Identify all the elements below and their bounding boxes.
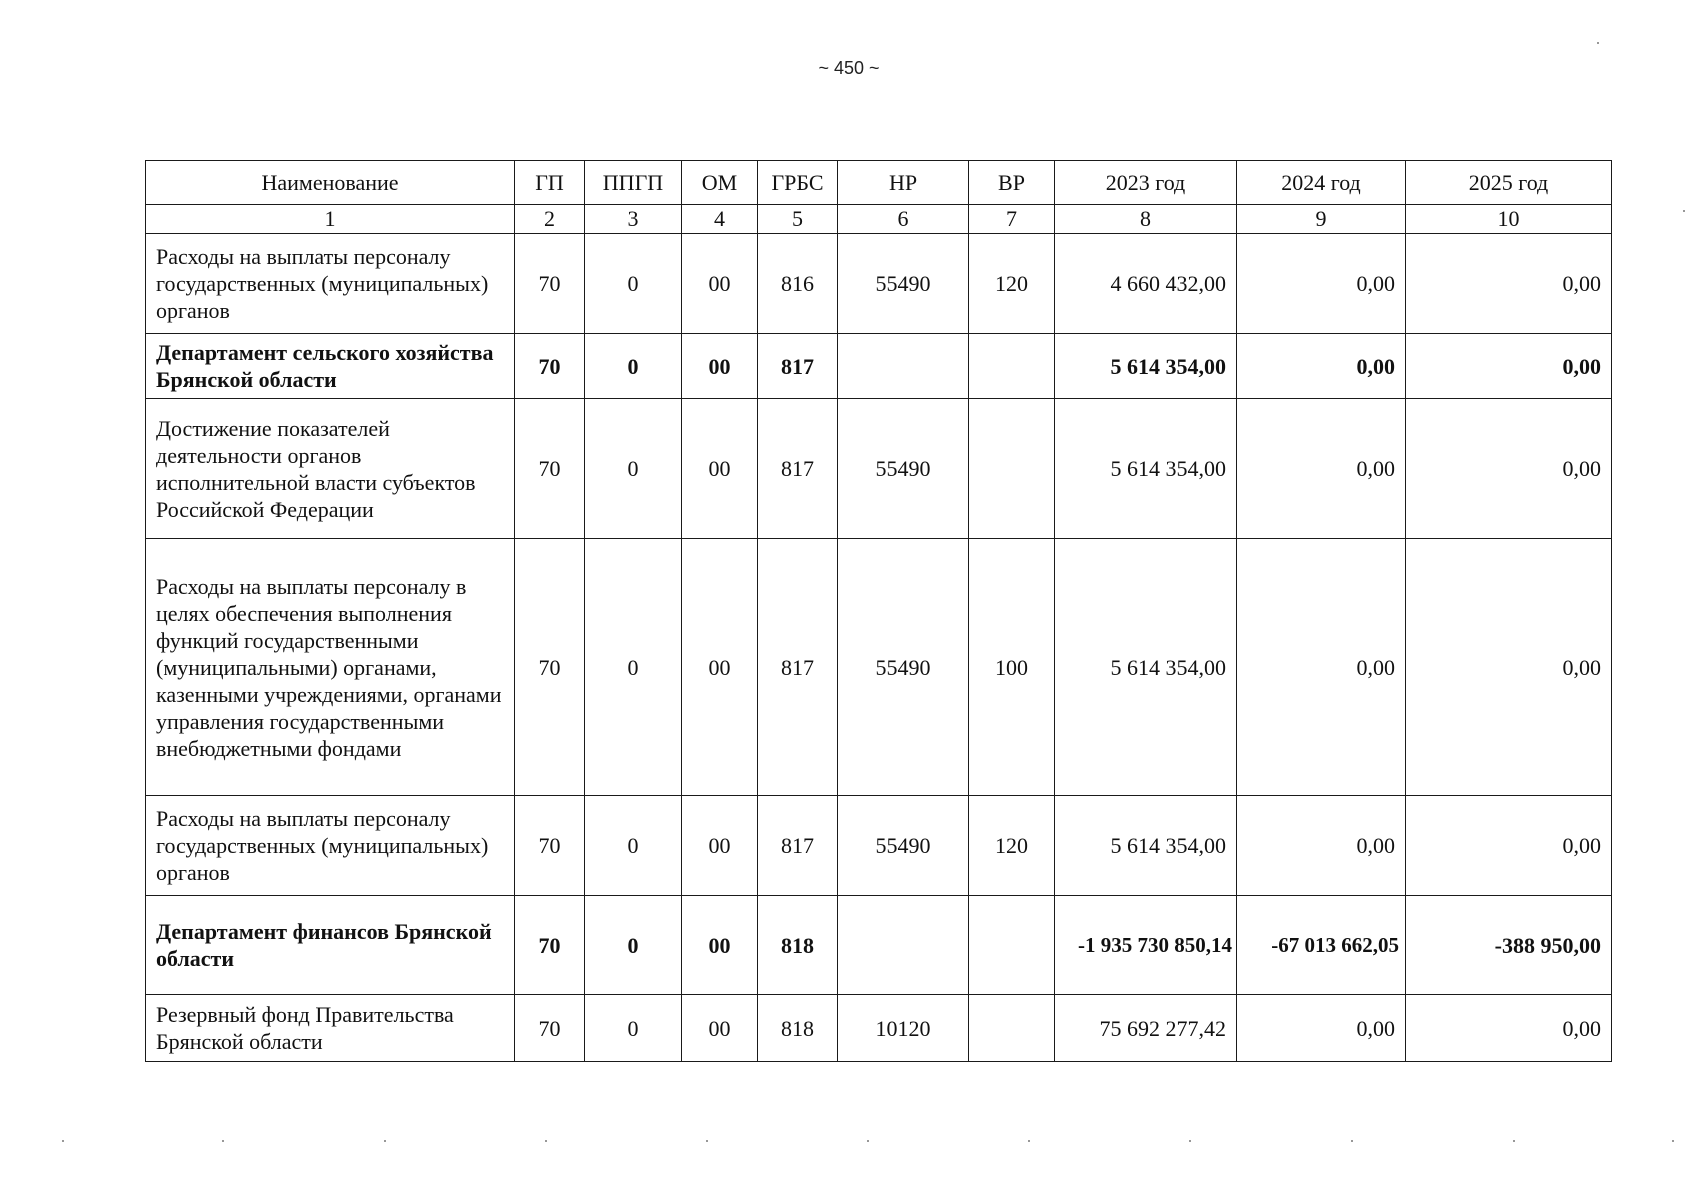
row-nr: 55490 [838, 539, 969, 796]
row-2025: 0,00 [1406, 334, 1612, 399]
row-vr: 100 [969, 539, 1055, 796]
row-grbs: 818 [758, 896, 838, 995]
row-2025: 0,00 [1406, 995, 1612, 1062]
header-2023: 2023 год [1055, 161, 1237, 205]
row-2024: -67 013 662,05 [1237, 896, 1406, 995]
header-2024: 2024 год [1237, 161, 1406, 205]
row-vr [969, 995, 1055, 1062]
row-ppgp: 0 [585, 539, 682, 796]
table-row [146, 796, 1612, 896]
page-number: ~ 450 ~ [818, 58, 880, 78]
row-gp: 70 [515, 796, 585, 896]
column-number: 7 [969, 205, 1055, 234]
row-2023: -1 935 730 850,14 [1055, 896, 1237, 995]
column-number: 3 [585, 205, 682, 234]
table-row [146, 995, 1612, 1062]
row-name: Департамент финансов Брянской области [146, 896, 515, 995]
budget-table [145, 160, 1612, 1062]
row-ppgp: 0 [585, 334, 682, 399]
table-row [146, 539, 1612, 796]
row-grbs: 818 [758, 995, 838, 1062]
column-number-row [146, 205, 1612, 234]
row-2025: -388 950,00 [1406, 896, 1612, 995]
row-2024: 0,00 [1237, 399, 1406, 539]
header-2025: 2025 год [1406, 161, 1612, 205]
column-number: 6 [838, 205, 969, 234]
row-name: Резервный фонд Правительства Брянской области [146, 995, 515, 1062]
row-vr: 120 [969, 796, 1055, 896]
row-gp: 70 [515, 234, 585, 334]
row-nr: 10120 [838, 995, 969, 1062]
row-gp: 70 [515, 334, 585, 399]
row-om: 00 [682, 539, 758, 796]
row-nr [838, 334, 969, 399]
header-name: Наименование [146, 161, 515, 205]
row-gp: 70 [515, 539, 585, 796]
row-name: Расходы на выплаты персоналу государственных (муниципальных) органов [146, 796, 515, 896]
row-name: Расходы на выплаты персоналу в целях обеспечения выполнения функций государственными (муниципальными) органами, казенными учреждениями, органами управления государственными внебюджетными фондами [146, 539, 515, 796]
row-om: 00 [682, 995, 758, 1062]
row-ppgp: 0 [585, 995, 682, 1062]
row-gp: 70 [515, 995, 585, 1062]
row-ppgp: 0 [585, 234, 682, 334]
header-vr: ВР [969, 161, 1055, 205]
row-gp: 70 [515, 399, 585, 539]
row-2023: 4 660 432,00 [1055, 234, 1237, 334]
row-nr: 55490 [838, 399, 969, 539]
row-grbs: 816 [758, 234, 838, 334]
row-om: 00 [682, 896, 758, 995]
row-grbs: 817 [758, 796, 838, 896]
row-2024: 0,00 [1237, 539, 1406, 796]
row-2023: 5 614 354,00 [1055, 399, 1237, 539]
row-vr [969, 399, 1055, 539]
column-number: 10 [1406, 205, 1612, 234]
table-row [146, 334, 1612, 399]
row-name: Расходы на выплаты персоналу государственных (муниципальных) органов [146, 234, 515, 334]
header-om: ОМ [682, 161, 758, 205]
row-2024: 0,00 [1237, 334, 1406, 399]
row-nr: 55490 [838, 796, 969, 896]
row-gp: 70 [515, 896, 585, 995]
row-om: 00 [682, 399, 758, 539]
row-name: Департамент сельского хозяйства Брянской области [146, 334, 515, 399]
row-grbs: 817 [758, 399, 838, 539]
column-number: 5 [758, 205, 838, 234]
row-vr: 120 [969, 234, 1055, 334]
row-2024: 0,00 [1237, 796, 1406, 896]
row-ppgp: 0 [585, 796, 682, 896]
row-2025: 0,00 [1406, 796, 1612, 896]
row-om: 00 [682, 796, 758, 896]
header-ppgp: ППГП [585, 161, 682, 205]
row-grbs: 817 [758, 334, 838, 399]
table-row [146, 234, 1612, 334]
row-2025: 0,00 [1406, 234, 1612, 334]
row-name: Достижение показателей деятельности органов исполнительной власти субъектов Российской Федерации [146, 399, 515, 539]
row-2023: 5 614 354,00 [1055, 796, 1237, 896]
row-2024: 0,00 [1237, 234, 1406, 334]
row-vr [969, 896, 1055, 995]
header-gp: ГП [515, 161, 585, 205]
row-grbs: 817 [758, 539, 838, 796]
row-2023: 5 614 354,00 [1055, 539, 1237, 796]
column-number: 9 [1237, 205, 1406, 234]
row-vr [969, 334, 1055, 399]
table-header-row [146, 161, 1612, 205]
header-nr: НР [838, 161, 969, 205]
table-row [146, 399, 1612, 539]
row-nr [838, 896, 969, 995]
column-number: 2 [515, 205, 585, 234]
row-om: 00 [682, 334, 758, 399]
row-nr: 55490 [838, 234, 969, 334]
column-number: 8 [1055, 205, 1237, 234]
row-2025: 0,00 [1406, 399, 1612, 539]
table-row [146, 896, 1612, 995]
column-number: 1 [146, 205, 515, 234]
row-om: 00 [682, 234, 758, 334]
row-2023: 5 614 354,00 [1055, 334, 1237, 399]
header-grbs: ГРБС [758, 161, 838, 205]
column-number: 4 [682, 205, 758, 234]
row-2024: 0,00 [1237, 995, 1406, 1062]
row-ppgp: 0 [585, 896, 682, 995]
row-2023: 75 692 277,42 [1055, 995, 1237, 1062]
row-ppgp: 0 [585, 399, 682, 539]
row-2025: 0,00 [1406, 539, 1612, 796]
